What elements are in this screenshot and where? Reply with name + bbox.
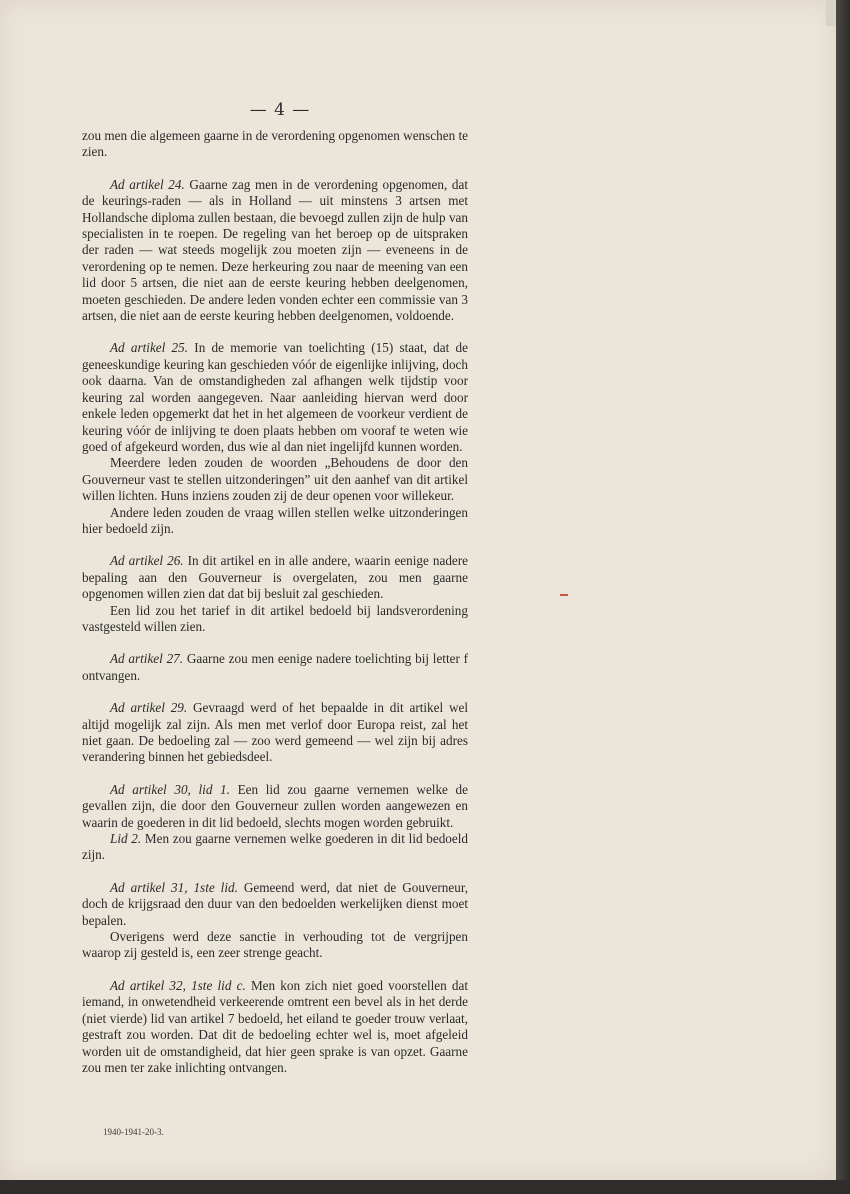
section-body: Een lid zou gaarne vernemen welke de gevallen zijn, die door den Gouverneur zullen worden aangewezen en waarin de goederen in dit lid bedoeld, slechts mogen worden gebruikt. [82,781,469,830]
section-paragraph: Een lid zou het tarief in dit artikel bedoeld bij landsverordening vastgesteld willen zien. [82,602,468,634]
section-title: Ad artikel 29. [110,700,188,716]
page-number: — 4 — [249,100,311,120]
section-title: Ad artikel 30, lid 1. [110,781,230,797]
section-title: Ad artikel 25. [110,340,189,356]
section-art-26 [82,553,468,602]
section-body: In dit artikel en in alle andere, waarin eenige nadere bepaling aan den Gouverneur is overgelaten, zou men gaarne opgenomen willen zien dat dat bij besluit zal geschieden. [82,553,469,602]
section-title: Ad artikel 31, 1ste lid. [110,879,238,895]
section-title: Ad artikel 24. [110,176,185,192]
section-body: Gaarne zou men eenige nadere toelichting bij letter f ontvangen. [82,651,469,683]
section-body: Gaarne zag men in de verordening opgenomen, dat de keurings-raden — als in Holland — uit minstens 3 artsen met Hollandsche diploma zullen bestaan, die bevoegd zullen zijn de hulp van specialisten in te roepen. De regeling van het beroep op de uitspraken der raden — wat steeds mogelijk zou moeten zijn — eveneens in de verordening op te nemen. Deze herkeuring zou naar de meening van een lid door 5 artsen, die niet aan de eerste keuring hebben deelgenomen, moeten geschieden. De andere leden vonden echter een commissie van 3 artsen, die niet aan de eerste keuring hebben deelgenomen, voldoende. [82,176,469,324]
section-body: Men zou gaarne vernemen welke goederen in dit lid bedoeld zijn. [82,831,468,863]
section-title: Ad artikel 32, 1ste lid c. [110,977,246,993]
scan-edge-bottom [0,1180,850,1194]
margin-mark [560,594,568,596]
footer-code: 1940-1941-20-3. [103,1127,164,1137]
section-art-31 [82,880,468,929]
section-title: Ad artikel 27. [110,651,184,667]
section-art-27 [82,651,468,684]
page-corner [826,0,836,26]
section-subtitle: Lid 2. [110,831,142,847]
document-body [82,128,468,1076]
section-art-30 [82,782,468,831]
intro-paragraph: zou men die algemeen gaarne in de verordening opgenomen wenschen te zien. [82,128,468,160]
section-art-24 [82,177,468,325]
scan-edge-right [836,0,850,1194]
section-art-32 [82,978,468,1076]
section-paragraph: Andere leden zouden de vraag willen stellen welke uitzonderingen hier bedoeld zijn. [82,504,468,536]
section-paragraph: Overigens werd deze sanctie in verhouding tot de vergrijpen waarop zij gesteld is, een zeer strenge geacht. [82,929,468,961]
section-body: Gemeend werd, dat niet de Gouverneur, doch de krijgsraad den duur van den bedoelden werkelijken dienst moet bepalen. [82,879,468,928]
section-paragraph: Meerdere leden zouden de woorden „Behoudens de door den Gouverneur vast te stellen uitzonderingen” uit den aanhef van dit artikel willen lichten. Huns inziens zouden zij de deur openen voor willekeur. [82,455,468,504]
section-body: In de memorie van toelichting (15) staat, dat de geneeskundige keuring kan geschieden vóór de eigenlijke inlijving, doch ook daarna. Van de omstandigheden zal afhangen welk tijdstip voor keuring zal worden aangegeven. Naar aanleiding hiervan werd door enkele leden opgemerkt dat het in het algemeen de voorkeur verdient de keuring vóór de inlijving te doen plaats hebben om vooraf te weten wie goed of afgekeurd worden, dus wie al dan niet ingelijfd kunnen worden. [82,340,468,454]
section-art-29 [82,700,468,766]
section-art-30-lid-2 [82,831,468,864]
section-body: Gevraagd werd of het bepaalde in dit artikel wel altijd mogelijk zal zijn. Als men met verlof door Europa reist, zal het niet gaan. De bedoeling zal — zoo werd gemeend — wel zijn bij adres verandering binnen het gebiedsdeel. [82,700,469,765]
section-art-25 [82,340,468,455]
section-body: Men kon zich niet goed voorstellen dat iemand, in onwetendheid verkeerende omtrent een bevel als in het derde (niet vierde) lid van artikel 7 bedoeld, het eiland te goeder trouw verlaat, gestraft zou worden. Dat dit de bedoeling echter wel is, moet afgeleid worden uit de omstandigheid, dat hier geen sprake is van opzet. Gaarne zou men ter zake inlichting ontvangen. [82,977,469,1075]
section-title: Ad artikel 26. [110,553,184,569]
